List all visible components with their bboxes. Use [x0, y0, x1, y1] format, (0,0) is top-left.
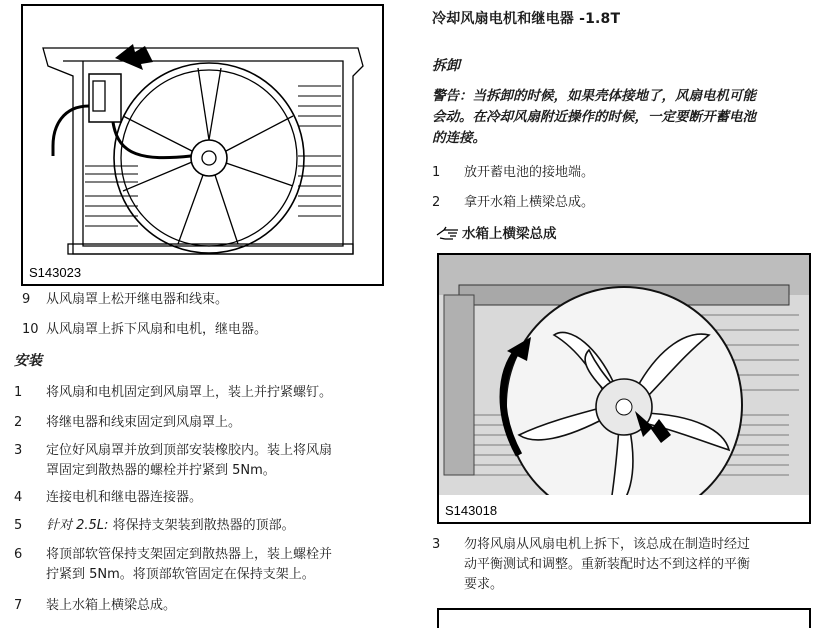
warning-block [432, 86, 822, 149]
next-figure-frame [437, 608, 811, 628]
install-heading: 安装 [14, 353, 42, 369]
fan-shroud-diagram [21, 4, 384, 286]
list-item [14, 545, 394, 585]
step-text: 连接电机和继电器连接器。 [46, 490, 203, 505]
step-text: 从风扇罩上松开继电器和线束。 [46, 292, 229, 307]
step-number: 2 [14, 415, 23, 430]
step-text-line-2: 罩固定到散热器的螺栓并拧紧到 5Nm。 [46, 463, 276, 478]
step-text-line-2: 拧紧到 5Nm。将顶部软管固定在保持支架上。 [46, 567, 315, 582]
step-text: 装上水箱上横梁总成。 [46, 598, 177, 613]
step-number: 1 [14, 385, 23, 400]
step-text: 将风扇和电机固定到风扇罩上，装上并拧紧螺钉。 [46, 385, 333, 400]
list-item [432, 535, 822, 597]
step-number: 2 [432, 195, 441, 210]
step-number: 3 [14, 443, 23, 458]
fan-shroud-drawing [23, 6, 382, 284]
remove-heading: 拆卸 [432, 58, 460, 74]
step-text: 从风扇罩上拆下风扇和电机，继电器。 [46, 322, 268, 337]
page-title: 冷却风扇电机和继电器 -1.8T [432, 11, 621, 27]
sub-heading-text: 水箱上横梁总成 [462, 226, 557, 242]
step-number: 1 [432, 165, 441, 180]
warning-line: 会动。在冷却风扇附近操作的时候，一定要断开蓄电池 [432, 109, 756, 125]
engine-qualifier: 针对 2.5L: [46, 518, 109, 533]
step-text-line-1: 勿将风扇从风扇电机上拆下，该总成在制造时经过 [464, 537, 751, 552]
radiator-fan-photo [437, 253, 811, 524]
step-number: 9 [22, 292, 31, 307]
step-text [46, 516, 295, 536]
step-text: 拿开水箱上横梁总成。 [464, 195, 595, 210]
step-number: 4 [14, 490, 23, 505]
step-number: 3 [432, 537, 441, 552]
step-number: 7 [14, 598, 23, 613]
pointing-hand-icon [436, 226, 462, 240]
list-item [14, 441, 394, 481]
step-number: 6 [14, 547, 23, 562]
step-text-line-1: 将顶部软管保持支架固定到散热器上，装上螺栓并 [46, 547, 333, 562]
step-text-line-2: 动平衡测试和调整。重新装配时达不到这样的平衡 [464, 557, 751, 572]
figure-code: S143018 [445, 503, 498, 518]
warning-line: 警告：当拆卸的时候，如果壳体接地了，风扇电机可能 [432, 88, 756, 104]
step-number: 5 [14, 518, 23, 533]
step-number: 10 [22, 322, 39, 337]
sub-heading [436, 222, 557, 242]
step-text-line-3: 要求。 [464, 577, 504, 592]
radiator-fan-drawing [439, 255, 809, 522]
figure-code: S143023 [29, 265, 82, 280]
step-body: 将保持支架装到散热器的顶部。 [108, 518, 295, 533]
step-text-line-1: 定位好风扇罩并放到顶部安装橡胶内。装上将风扇 [46, 443, 333, 458]
step-text: 将继电器和线束固定到风扇罩上。 [46, 415, 242, 430]
step-text: 放开蓄电池的接地端。 [464, 165, 595, 180]
warning-line: 的连接。 [432, 130, 486, 146]
